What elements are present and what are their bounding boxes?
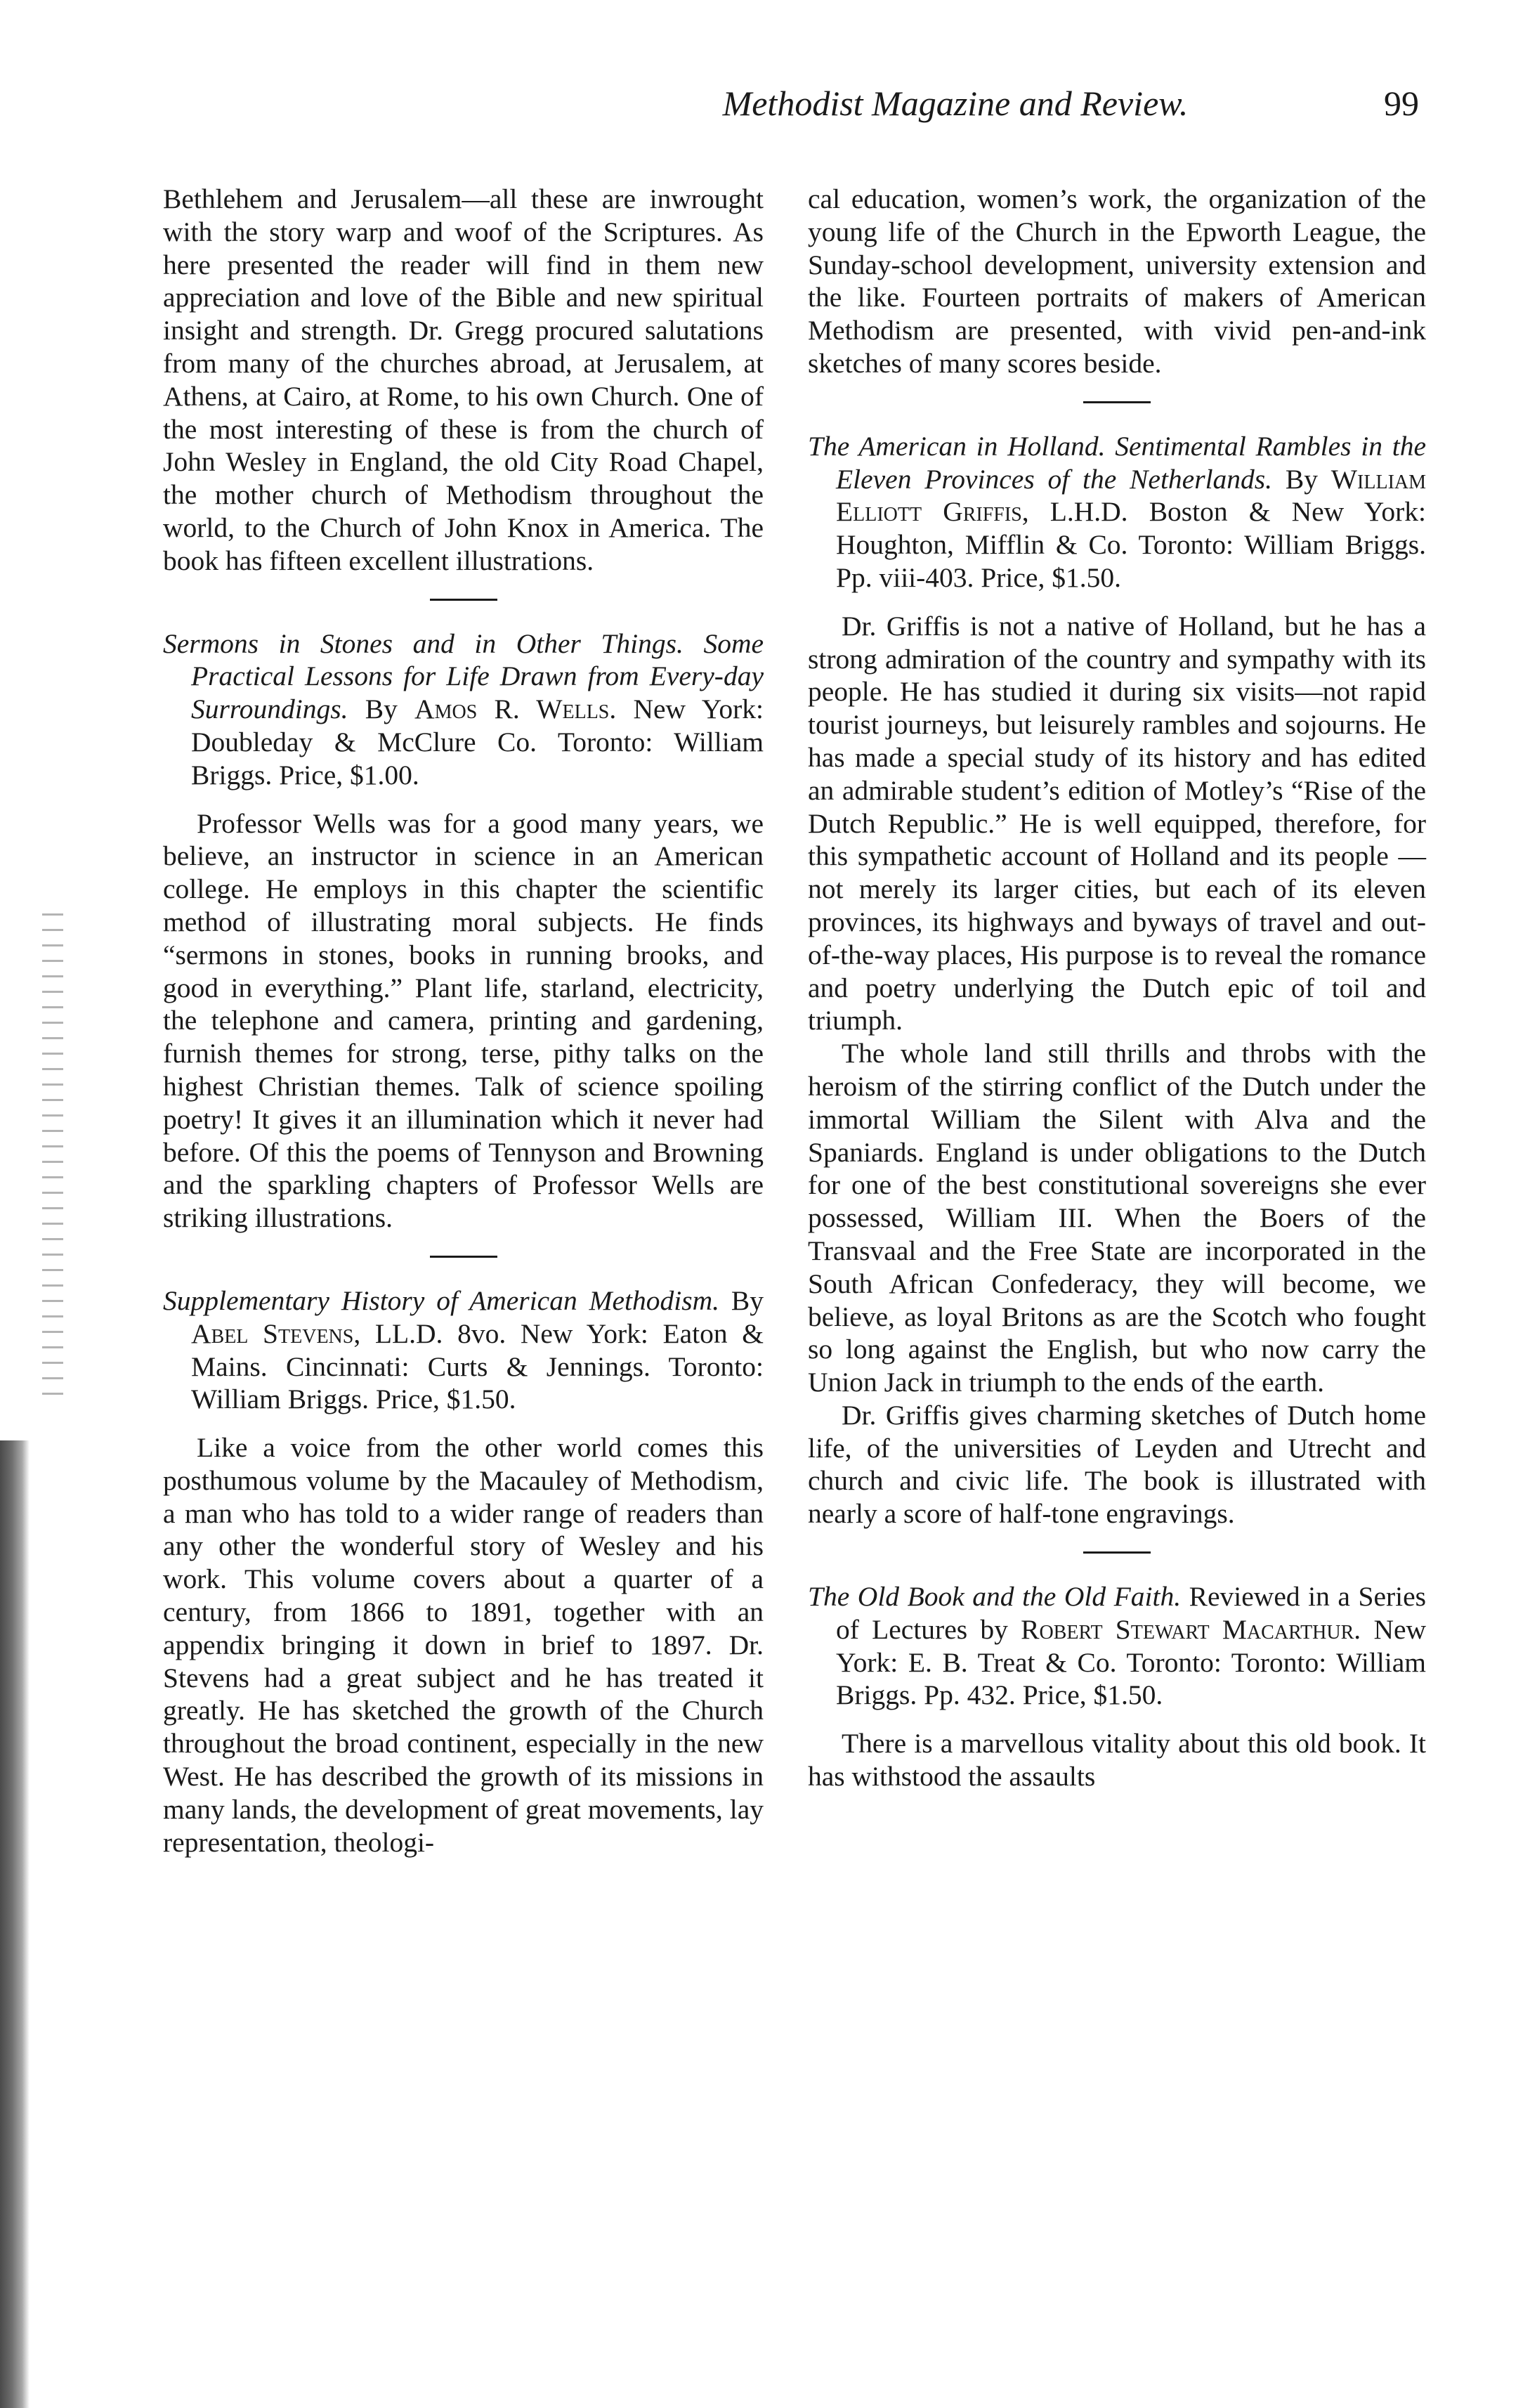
by-word: By [1285, 463, 1318, 495]
continuation-paragraph: cal education, women’s work, the organization of the young life of the Church in the Epworth League, the Sunday-school development, university extension and the like. Fourteen portraits of makers of American Methodism are presented, with vivid pen-and-ink sketches of many scores beside. [808, 183, 1426, 379]
review-body-holland-2: The whole land still thrills and throbs with the heroism of the stirring conflict of the Dutch under the immortal William the Silent with Alva and the Spaniards. England is under obligations to the Dutch for one of the best constitutional sovereigns she ever possessed, William III. When the Boers of the Transvaal and the Free State are incorporated in the South African Confederacy, they will become, we believe, as loyal Britons as are the Scotch who fought so long against the English, but who now carry the Union Jack in triumph to the ends of the earth. [808, 1038, 1426, 1398]
section-divider [430, 1256, 497, 1258]
by-word: By [731, 1284, 764, 1316]
review-body-holland-3: Dr. Griffis gives charming sketches of Dutch home life, of the universities of Leyden and Utrecht and church and civic life. The book is illustrated with nearly a score of half-tone engravings. [808, 1399, 1426, 1530]
book-author: William Elliott Griffis, L.H.D. [836, 463, 1427, 528]
section-divider [1083, 1551, 1151, 1554]
review-body-old-book: There is a marvellous vitality about this old book. It has withstood the assaults [808, 1728, 1426, 1792]
book-author: Robert Stewart Macarthur. [1021, 1613, 1361, 1645]
review-heading-old-book [808, 1580, 1426, 1712]
book-author: Amos R. Wells. [414, 694, 617, 725]
book-imprint: 8vo. New York: Eaton & Mains. Cincinnati: Curts & Jennings. Toronto: William Briggs. Price, $1.50. [191, 1317, 764, 1415]
section-divider [430, 599, 497, 601]
review-body-holland-1: Dr. Griffis is not a native of Holland, but he has a strong admiration of the country and sympathy with its people. He has studied it during six visits—not rapid tourist journeys, but leisurely rambles and sojourns. He has made a special study of its history and has edited an admirable student’s edition of Motley’s “Rise of the Dutch Republic.” He is well equipped, therefore, for this sympathetic account of Holland and its people —not merely its larger cities, but each of its eleven provinces, its highways and byways of travel and out-of-the-way places, His purpose is to reveal the romance and poetry underlying the Dutch epic of toil and triumph. [808, 610, 1426, 1036]
left-column [163, 183, 764, 1859]
section-divider [1083, 401, 1151, 403]
right-column [808, 183, 1426, 1793]
book-imprint: New York: E. B. Treat & Co. Toronto: Toronto: William Briggs. Pp. 432. Price, $1.50. [836, 1613, 1427, 1711]
review-body-methodism: Like a voice from the other world comes this posthumous volume by the Macauley of Methodism, a man who has told to a wider range of readers than any other the wonderful story of Wesley and his work. This volume covers about a quarter of a century, from 1866 to 1891, together with an appendix bringing it down in brief to 1897. Dr. Stevens had a great subject and he has treated it greatly. He has sketched the growth of the Church throughout the broad continent, especially in the new West. He has described the growth of its missions in many lands, the development of great movements, lay representation, theologi- [163, 1432, 764, 1858]
book-title: Sermons in Stones and in Other Things. Some Practical Lessons for Life Drawn from Every-day Surroundings. [163, 627, 764, 725]
book-title: Supplementary History of American Methodism. [163, 1284, 719, 1316]
page-number: 99 [1384, 84, 1419, 123]
book-author: Abel Stevens, LL.D. [191, 1317, 443, 1349]
book-imprint: New York: Doubleday & McClure Co. Toronto: William Briggs. Price, $1.00. [191, 694, 764, 790]
binding-shadow [0, 1440, 30, 2408]
running-title: Methodist Magazine and Review. [722, 84, 1189, 123]
opening-paragraph: Bethlehem and Jerusalem—all these are inwrought with the story warp and woof of the Scriptures. As here presented the reader will find in them new appreciation and love of the Bible and new spiritual insight and strength. Dr. Gregg procured salutations from many of the churches abroad, at Jerusalem, at Athens, at Cairo, at Rome, to his own Church. One of the most interesting of these is from the church of John Wesley in England, the old City Road Chapel, the mother church of Methodism throughout the world, to the Church of John Knox in America. The book has fifteen excellent illustrations. [163, 183, 764, 576]
book-imprint: Boston & New York: Houghton, Mifflin & Co. Toronto: William Briggs. Pp. viii-403. Price, $1.50. [836, 496, 1427, 593]
review-heading-methodism [163, 1284, 764, 1416]
heading-lead: Reviewed in a Series of Lectures by [836, 1581, 1427, 1645]
review-body-sermons: Professor Wells was for a good many years, we believe, an instructor in science in an American college. He employs in this chapter the scientific method of illustrating moral subjects. He finds “sermons in stones, books in running brooks, and good in everything.” Plant life, starland, electricity, the telephone and camera, printing and gardening, furnish themes for strong, terse, pithy talks on the highest Christian themes. Talk of science spoiling poetry! It gives it an illumination which it never had before. Of this the poems of Tennyson and Browning and the sparkling chapters of Professor Wells are striking illustrations. [163, 807, 764, 1234]
margin-marks [42, 913, 63, 1405]
by-word: By [365, 694, 398, 725]
review-heading-holland [808, 430, 1426, 594]
review-heading-sermons [163, 627, 764, 792]
book-title: The Old Book and the Old Faith. [808, 1581, 1182, 1613]
book-title: The American in Holland. Sentimental Rambles in the Eleven Provinces of the Netherlands. [808, 430, 1426, 495]
